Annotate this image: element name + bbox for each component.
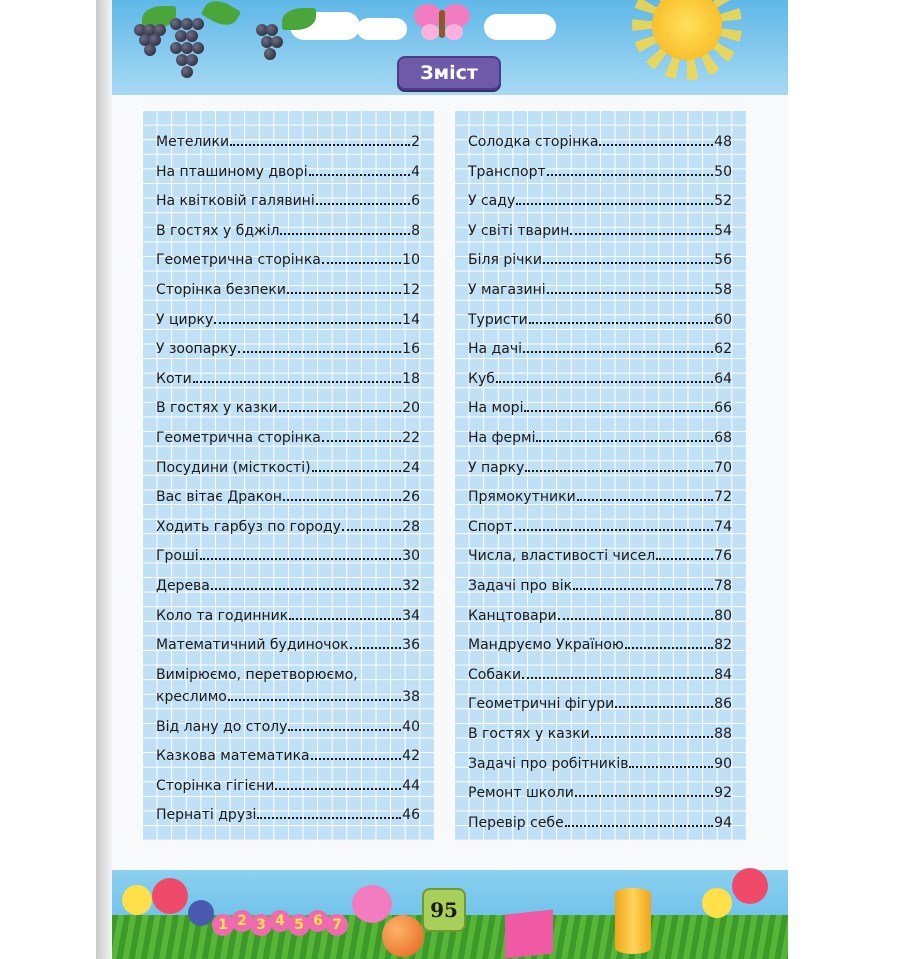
toc-entry-title: У парку bbox=[468, 459, 525, 476]
toc-entry-page: 44 bbox=[402, 777, 420, 794]
toc-entry-page: 74 bbox=[714, 518, 732, 535]
toc-entry-page: 42 bbox=[402, 748, 420, 765]
toc-entry-page: 84 bbox=[714, 666, 732, 683]
toc-entry-title: креслимо bbox=[156, 688, 227, 705]
toc-entry-page: 30 bbox=[402, 548, 420, 565]
toc-leader-dots bbox=[200, 558, 401, 560]
toc-entry-title: Ремонт школи bbox=[468, 785, 574, 802]
toc-entry bbox=[156, 801, 420, 823]
cube-illustration bbox=[505, 909, 553, 958]
toc-entry-title-line1: Вимірюємо, перетворюємо, bbox=[156, 666, 358, 683]
toc-entry-page: 14 bbox=[402, 311, 420, 328]
toc-entry-title: Задачі про вік bbox=[468, 578, 573, 594]
toc-leader-dots bbox=[311, 758, 402, 760]
toc-entry-title: Коло та годинник bbox=[156, 607, 289, 624]
toc-entry-title: Ходить гарбуз по городу bbox=[156, 518, 341, 535]
toc-leader-dots bbox=[575, 795, 713, 797]
toc-entry bbox=[468, 542, 732, 564]
toc-leader-dots bbox=[615, 706, 713, 708]
toc-leader-dots bbox=[257, 817, 401, 819]
caterpillar-segment: 7 bbox=[326, 914, 348, 936]
caterpillar-head-illustration bbox=[352, 885, 392, 923]
toc-entry bbox=[468, 128, 732, 150]
toc-leader-dots bbox=[316, 203, 410, 205]
flower-illustration bbox=[122, 885, 152, 915]
toc-entry-page: 32 bbox=[402, 578, 420, 594]
toc-leader-dots bbox=[193, 381, 401, 383]
toc-entry-title: В гостях у бджіл bbox=[156, 222, 280, 239]
toc-entry-page: 34 bbox=[402, 607, 420, 624]
toc-entry-page: 92 bbox=[714, 785, 732, 802]
toc-entry-page: 16 bbox=[402, 341, 420, 358]
toc-entry bbox=[468, 335, 732, 357]
toc-entry bbox=[156, 394, 420, 416]
toc-leader-dots bbox=[547, 292, 714, 294]
toc-entry-title: Прямокутники bbox=[468, 489, 576, 506]
toc-entry-title: У світі тварин bbox=[468, 222, 570, 239]
toc-entry bbox=[468, 276, 732, 298]
toc-entry bbox=[156, 742, 420, 764]
toc-entry bbox=[468, 631, 732, 653]
toc-entry-title: Куб bbox=[468, 370, 495, 387]
toc-entry-title: Дерева bbox=[156, 578, 210, 594]
toc-entry-title: Метелики bbox=[156, 134, 230, 150]
toc-entry bbox=[468, 394, 732, 416]
contents-title-badge bbox=[397, 56, 501, 90]
toc-entry-title: Геометрична сторінка bbox=[156, 252, 321, 269]
toc-entry bbox=[468, 779, 732, 801]
toc-entry-title: Спорт bbox=[468, 518, 513, 535]
toc-entry-page: 62 bbox=[714, 341, 732, 358]
toc-entry-title: У саду bbox=[468, 193, 516, 210]
toc-entry bbox=[156, 365, 420, 387]
toc-right-column bbox=[454, 110, 746, 840]
toc-entry-title: Гроші bbox=[156, 548, 199, 565]
toc-leader-dots bbox=[342, 529, 401, 531]
toc-entry bbox=[156, 661, 420, 705]
toc-leader-dots bbox=[570, 233, 713, 235]
caterpillar-segment: 3 bbox=[250, 914, 272, 936]
toc-leader-dots bbox=[524, 410, 713, 412]
toc-entry-page: 52 bbox=[714, 193, 732, 210]
toc-entry-title: Вас вітає Дракон bbox=[156, 489, 282, 506]
toc-entry-page: 48 bbox=[714, 134, 732, 150]
toc-entry-page: 72 bbox=[714, 489, 732, 506]
toc-entry bbox=[468, 513, 732, 535]
toc-entry-page: 20 bbox=[402, 400, 420, 417]
toc-leader-dots bbox=[591, 736, 713, 738]
toc-entry-title: Сторінка безпеки bbox=[156, 282, 286, 298]
toc-leader-dots bbox=[287, 292, 401, 294]
toc-entry-page: 54 bbox=[714, 222, 732, 239]
toc-entry-page: 64 bbox=[714, 370, 732, 387]
toc-entry-page: 90 bbox=[714, 755, 732, 772]
toc-entry-page: 24 bbox=[402, 459, 420, 476]
toc-leader-dots bbox=[312, 470, 402, 472]
toc-entry bbox=[156, 424, 420, 446]
cloud-illustration bbox=[357, 18, 407, 40]
toc-entry-page: 38 bbox=[402, 688, 420, 705]
page-title: Зміст bbox=[420, 62, 478, 84]
toc-leader-dots bbox=[279, 410, 401, 412]
toc-leader-dots bbox=[514, 529, 714, 531]
toc-entry bbox=[468, 720, 732, 742]
cloud-illustration bbox=[484, 14, 556, 40]
toc-entry-title: Геометрична сторінка bbox=[156, 430, 321, 446]
toc-entry-title: Задачі про робітників bbox=[468, 755, 629, 772]
toc-leader-dots bbox=[522, 677, 713, 679]
toc-entry bbox=[156, 631, 420, 653]
toc-entry-page: 6 bbox=[411, 193, 420, 210]
toc-entry bbox=[156, 483, 420, 505]
toc-leader-dots bbox=[230, 144, 410, 146]
toc-entry bbox=[156, 158, 420, 180]
caterpillar-segment: 6 bbox=[307, 910, 329, 932]
toc-entry-page: 78 bbox=[714, 578, 732, 594]
toc-leader-dots bbox=[558, 618, 713, 620]
flower-illustration bbox=[732, 868, 768, 904]
toc-leader-dots bbox=[536, 440, 713, 442]
toc-entry-title: Сторінка гігієни bbox=[156, 777, 275, 794]
toc-entry-page: 40 bbox=[402, 718, 420, 735]
toc-entry-page: 68 bbox=[714, 430, 732, 446]
page-number-badge: 95 bbox=[422, 888, 466, 932]
toc-entry bbox=[156, 335, 420, 357]
toc-entry-title: На дачі bbox=[468, 341, 522, 358]
toc-entry-title: Канцтовари bbox=[468, 607, 557, 624]
toc-entry bbox=[156, 542, 420, 564]
toc-entry-title: Мандруємо Україною bbox=[468, 637, 624, 654]
toc-entry bbox=[468, 602, 732, 624]
toc-entry bbox=[468, 246, 732, 268]
toc-entry bbox=[468, 217, 732, 239]
toc-entry bbox=[468, 483, 732, 505]
toc-entry bbox=[468, 454, 732, 476]
toc-entry-page: 28 bbox=[402, 518, 420, 535]
toc-entry bbox=[156, 454, 420, 476]
contents-page bbox=[112, 0, 788, 959]
toc-leader-dots bbox=[275, 788, 401, 790]
toc-entry bbox=[156, 713, 420, 735]
toc-entry-page: 94 bbox=[714, 814, 732, 831]
toc-leader-dots bbox=[573, 588, 713, 590]
toc-entry bbox=[468, 365, 732, 387]
caterpillar-segment: 4 bbox=[269, 910, 291, 932]
toc-entry-title: Посудини (місткості) bbox=[156, 459, 311, 476]
toc-entry-page: 56 bbox=[714, 252, 732, 269]
toc-entry-title: В гостях у казки bbox=[468, 726, 590, 742]
toc-leader-dots bbox=[322, 440, 401, 442]
toc-leader-dots bbox=[523, 351, 713, 353]
toc-entry bbox=[156, 513, 420, 535]
butterfly-illustration bbox=[412, 2, 472, 42]
toc-entry-title: Математичний будиночок bbox=[156, 637, 349, 654]
toc-entry-page: 82 bbox=[714, 637, 732, 654]
toc-entry bbox=[156, 187, 420, 209]
toc-entry-title: Транспорт bbox=[468, 163, 546, 180]
toc-entry-title: Перевір себе bbox=[468, 814, 564, 831]
toc-leader-dots bbox=[322, 262, 401, 264]
toc-entry-page: 76 bbox=[714, 548, 732, 565]
toc-leader-dots bbox=[283, 499, 401, 501]
toc-entry bbox=[156, 246, 420, 268]
toc-entry bbox=[468, 690, 732, 712]
toc-entry bbox=[468, 158, 732, 180]
toc-entry bbox=[156, 128, 420, 150]
toc-leader-dots bbox=[280, 233, 410, 235]
toc-entry bbox=[156, 572, 420, 594]
toc-entry-title: В гостях у казки bbox=[156, 400, 278, 417]
toc-entry bbox=[156, 217, 420, 239]
toc-entry bbox=[468, 424, 732, 446]
toc-entry bbox=[468, 572, 732, 594]
toc-entry-page: 66 bbox=[714, 400, 732, 417]
toc-leader-dots bbox=[214, 322, 401, 324]
toc-entry-page: 46 bbox=[402, 807, 420, 824]
toc-entry-page: 50 bbox=[714, 163, 732, 180]
toc-entry-page: 10 bbox=[402, 252, 420, 269]
toc-entry bbox=[468, 306, 732, 328]
toc-entry-title: На фермі bbox=[468, 430, 536, 446]
toc-entry-page: 58 bbox=[714, 282, 732, 298]
toc-entry-title: На морі bbox=[468, 400, 524, 417]
toc-entry bbox=[468, 750, 732, 772]
toc-leader-dots bbox=[599, 144, 713, 146]
toc-entry-page: 18 bbox=[402, 370, 420, 387]
toc-leader-dots bbox=[309, 174, 410, 176]
toc-entry-title: У цирку bbox=[156, 311, 214, 328]
toc-entry-page: 88 bbox=[714, 726, 732, 742]
toc-leader-dots bbox=[211, 588, 401, 590]
toc-leader-dots bbox=[288, 729, 401, 731]
toc-entry-title: На квітковій галявині bbox=[156, 193, 315, 210]
toc-entry-title: Солодка сторінка bbox=[468, 134, 599, 150]
toc-leader-dots bbox=[577, 499, 714, 501]
toc-entry bbox=[468, 187, 732, 209]
toc-leader-dots bbox=[289, 618, 401, 620]
toc-entry bbox=[468, 809, 732, 831]
toc-leader-dots bbox=[350, 647, 402, 649]
toc-entry-page: 12 bbox=[402, 282, 420, 298]
toc-leader-dots bbox=[228, 699, 401, 701]
toc-leader-dots bbox=[496, 381, 713, 383]
flower-illustration bbox=[702, 888, 732, 918]
toc-entry-page: 70 bbox=[714, 459, 732, 476]
toc-entry-page: 86 bbox=[714, 696, 732, 713]
toc-leader-dots bbox=[565, 825, 713, 827]
toc-entry-title: Казкова математика bbox=[156, 748, 310, 765]
cylinder-illustration bbox=[615, 888, 651, 954]
toc-entry-page: 2 bbox=[411, 134, 420, 150]
toc-entry-title: Собаки bbox=[468, 666, 522, 683]
toc-entry-page: 8 bbox=[411, 222, 420, 239]
toc-entry-title: Туристи bbox=[468, 311, 528, 328]
toc-entry-title: Пернаті друзі bbox=[156, 807, 257, 824]
toc-entry-page: 60 bbox=[714, 311, 732, 328]
ball-illustration bbox=[382, 915, 424, 957]
toc-entry bbox=[156, 276, 420, 298]
caterpillar-segment: 1 bbox=[212, 914, 234, 936]
toc-entry-title: На пташиному дворі bbox=[156, 163, 308, 180]
caterpillar-segment: 2 bbox=[231, 910, 253, 932]
toc-leader-dots bbox=[656, 558, 713, 560]
toc-entry-title: Біля річки bbox=[468, 252, 542, 269]
toc-entry-page: 22 bbox=[402, 430, 420, 446]
toc-entry-title: Від лану до столу bbox=[156, 718, 288, 735]
toc-entry-page: 36 bbox=[402, 637, 420, 654]
toc-entry-title: Геометричні фігури bbox=[468, 696, 615, 713]
toc-entry bbox=[156, 772, 420, 794]
toc-leader-dots bbox=[547, 174, 714, 176]
toc-entry-title: У зоопарку bbox=[156, 341, 237, 358]
toc-leader-dots bbox=[629, 766, 713, 768]
toc-entry-title: Числа, властивості чисел bbox=[468, 548, 656, 565]
toc-leader-dots bbox=[529, 322, 713, 324]
book-spine-shadow bbox=[96, 0, 112, 959]
berries-illustration bbox=[188, 900, 214, 926]
toc-leader-dots bbox=[625, 647, 713, 649]
toc-entry bbox=[156, 306, 420, 328]
toc-entry-page: 4 bbox=[411, 163, 420, 180]
toc-entry bbox=[468, 661, 732, 683]
flower-illustration bbox=[152, 878, 188, 914]
toc-leader-dots bbox=[516, 203, 713, 205]
toc-entry bbox=[156, 602, 420, 624]
toc-entry-title: У магазині bbox=[468, 282, 546, 298]
toc-entry-page: 80 bbox=[714, 607, 732, 624]
toc-leader-dots bbox=[238, 351, 401, 353]
toc-leader-dots bbox=[525, 470, 713, 472]
toc-entry-page: 26 bbox=[402, 489, 420, 506]
caterpillar-segment: 5 bbox=[288, 914, 310, 936]
toc-leader-dots bbox=[543, 262, 713, 264]
toc-entry-title: Коти bbox=[156, 370, 192, 387]
toc-left-column bbox=[142, 110, 434, 840]
